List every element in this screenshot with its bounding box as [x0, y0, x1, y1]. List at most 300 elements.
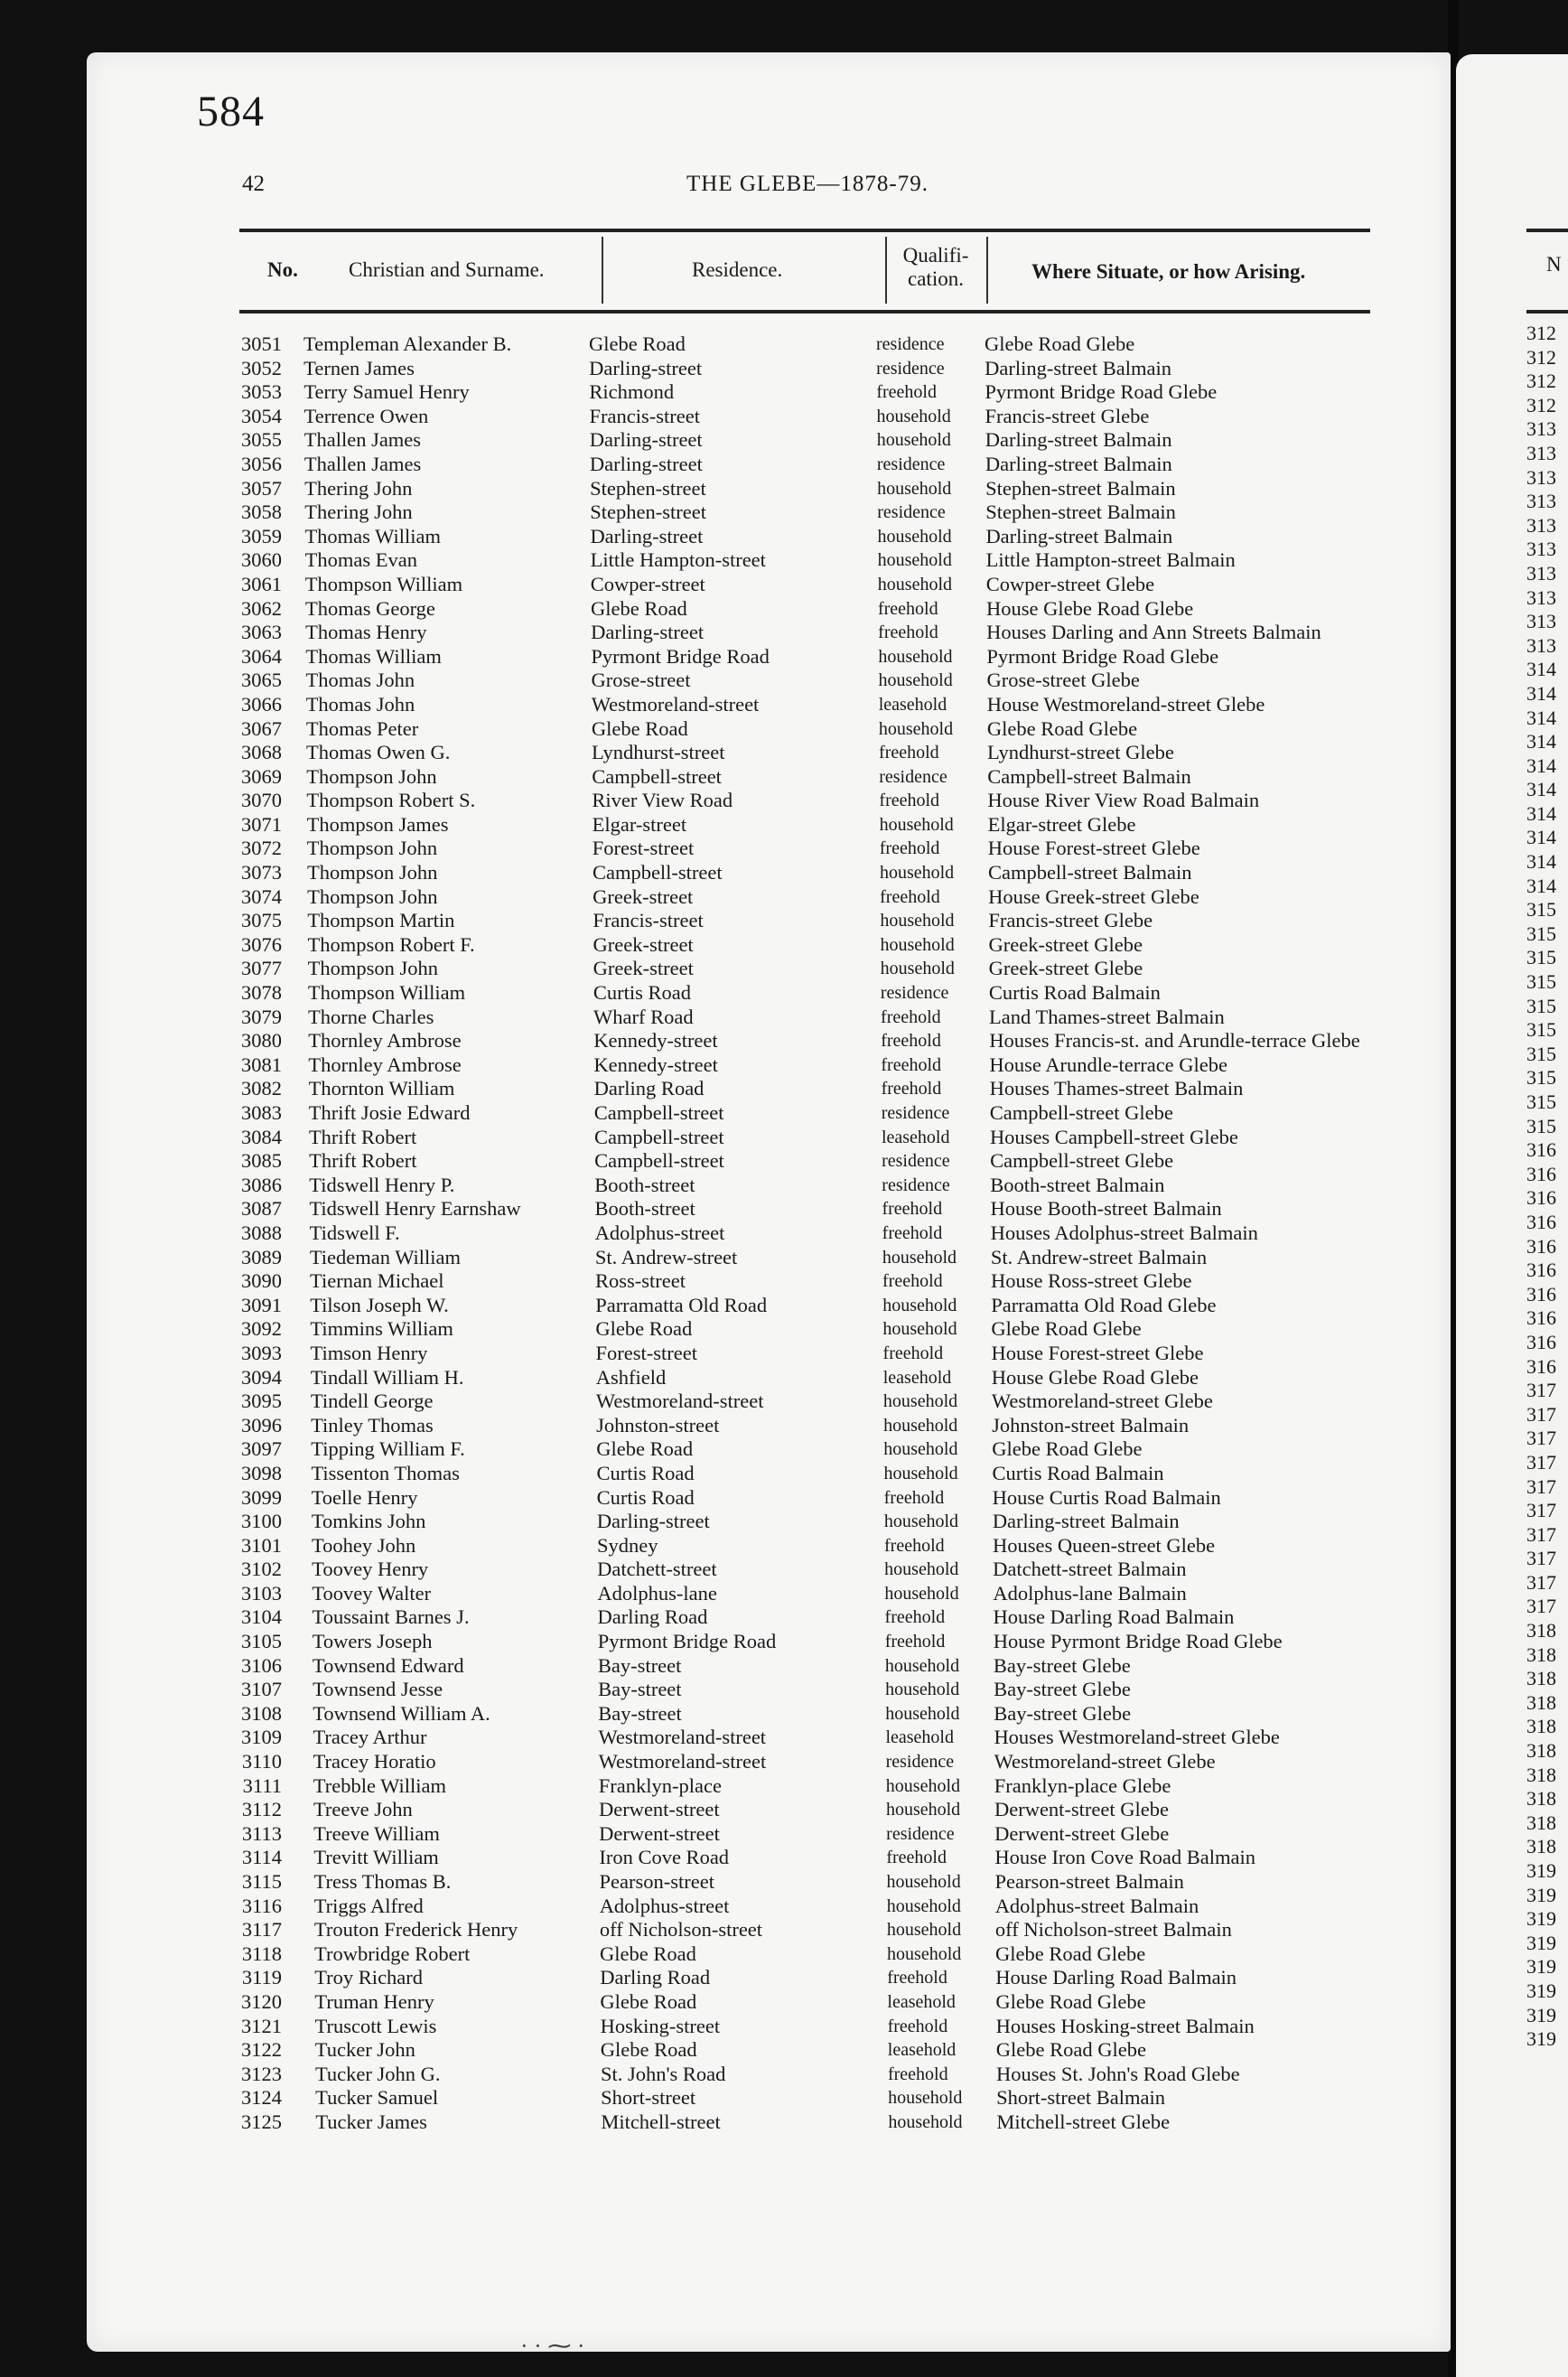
header-name: Christian and Surname. — [349, 258, 545, 281]
table-row — [0, 428, 1454, 453]
entry-qualification: household — [883, 1463, 958, 1483]
entry-number: 3095 — [241, 1390, 282, 1413]
facing-number: 316 — [1526, 1186, 1556, 1210]
entry-name: Tinley Thomas — [311, 1413, 434, 1436]
entry-where: Houses St. John's Road Glebe — [995, 2062, 1240, 2085]
entry-qualification: household — [886, 1895, 961, 1916]
entry-number: 3080 — [241, 1029, 282, 1053]
table-row — [0, 1486, 1454, 1511]
entry-name: Tindall William H. — [310, 1365, 464, 1389]
entry-name: Timson Henry — [310, 1341, 428, 1364]
entry-where: Stephen-street Balmain — [985, 501, 1176, 524]
entry-where: Westmoreland-street Glebe — [991, 1390, 1213, 1413]
entry-name: Tissenton Thomas — [311, 1461, 460, 1484]
entry-where: Elgar-street Glebe — [987, 812, 1136, 836]
entry-residence: Darling-street — [589, 452, 703, 475]
facing-number: 317 — [1526, 1450, 1556, 1474]
facing-number: 316 — [1526, 1354, 1556, 1378]
entry-qualification: household — [885, 1775, 961, 1796]
facing-number: 312 — [1526, 370, 1556, 393]
facing-number: 318 — [1526, 1715, 1556, 1738]
entry-where: Adolphus-street Balmain — [994, 1894, 1199, 1917]
entry-name: Treeve John — [313, 1798, 413, 1821]
entry-name: Thompson John — [306, 764, 437, 788]
facing-number: 314 — [1526, 874, 1556, 897]
entry-where: Lyndhurst-street Glebe — [987, 741, 1174, 764]
facing-number: 319 — [1526, 2027, 1556, 2051]
entry-where: Mitchell-street Glebe — [996, 2110, 1171, 2133]
entry-where: St. Andrew-street Balmain — [990, 1245, 1208, 1268]
entry-residence: Short-street — [601, 2086, 696, 2110]
entry-name: Thompson Martin — [307, 909, 455, 932]
entry-where: Glebe Road Glebe — [995, 1942, 1146, 1965]
entry-number: 3105 — [241, 1630, 282, 1653]
entry-where: Bay-street Glebe — [994, 1678, 1131, 1701]
entry-qualification: household — [884, 1559, 959, 1580]
entry-number: 3071 — [241, 812, 282, 836]
entry-name: Tiedeman William — [309, 1245, 462, 1268]
facing-number: 314 — [1526, 826, 1556, 849]
entry-where: Darling-street Balmain — [992, 1510, 1180, 1533]
facing-number: 315 — [1526, 1114, 1556, 1137]
entry-number: 3110 — [241, 1750, 282, 1773]
entry-qualification: freehold — [887, 1968, 947, 1989]
facing-number: 315 — [1526, 1066, 1556, 1090]
entry-number: 3075 — [241, 909, 282, 932]
entry-number: 3060 — [241, 548, 282, 572]
entry-name: Treeve William — [313, 1821, 440, 1845]
header-qualification — [898, 244, 974, 291]
entry-qualification: freehold — [879, 791, 940, 811]
entry-number: 3125 — [241, 2110, 282, 2133]
entry-qualification: residence — [886, 1823, 955, 1844]
facing-number: 318 — [1526, 1811, 1556, 1834]
entry-qualification: household — [886, 1920, 962, 1941]
entry-number: 3072 — [241, 837, 282, 860]
entry-name: Toovey Henry — [312, 1558, 429, 1581]
table-row — [0, 1294, 1454, 1318]
entry-name: Tucker James — [315, 2110, 427, 2133]
table-row — [0, 1750, 1454, 1774]
facing-number: 316 — [1526, 1162, 1556, 1185]
entry-residence: Iron Cove Road — [599, 1846, 730, 1869]
entry-number: 3092 — [241, 1317, 282, 1341]
facing-number: 313 — [1526, 441, 1556, 464]
entry-residence: Darling-street — [589, 356, 703, 379]
header-qualification-line2: cation. — [908, 267, 964, 290]
entry-name: Thrift Josie Edward — [308, 1101, 471, 1124]
entry-name: Thompson William — [307, 981, 466, 1005]
entry-qualification: household — [878, 718, 954, 739]
entry-number: 3114 — [241, 1846, 282, 1869]
facing-number: 314 — [1526, 730, 1556, 753]
table-row — [0, 573, 1454, 597]
entry-name: Tucker Samuel — [315, 2086, 439, 2110]
column-divider — [885, 237, 887, 304]
entry-qualification: freehold — [881, 1031, 941, 1052]
entry-number: 3084 — [241, 1125, 282, 1148]
entry-residence: Hosking-street — [600, 2014, 721, 2037]
entry-name: Thomas John — [305, 669, 415, 692]
table-row — [0, 1605, 1454, 1630]
entry-where: Francis-street Glebe — [985, 404, 1150, 427]
entry-qualification: household — [877, 478, 952, 499]
entry-qualification: leasehold — [881, 1127, 950, 1147]
entry-qualification: household — [884, 1583, 959, 1604]
entry-residence: Darling-street — [591, 621, 705, 644]
entry-qualification: freehold — [887, 2063, 948, 2084]
table-row — [0, 885, 1454, 910]
entry-name: Townsend Jesse — [313, 1678, 443, 1701]
table-row — [0, 1822, 1454, 1847]
entry-name: Tucker John G. — [314, 2062, 441, 2085]
facing-number: 314 — [1526, 706, 1556, 729]
entry-where: Darling-street Balmain — [985, 452, 1172, 475]
facing-number: 318 — [1526, 1642, 1556, 1666]
entry-name: Thrift Robert — [309, 1149, 417, 1173]
entry-name: Truscott Lewis — [314, 2014, 437, 2037]
entry-number: 3078 — [241, 981, 282, 1005]
header-no: No. — [267, 258, 298, 281]
entry-name: Thompson John — [306, 861, 438, 884]
entry-qualification: freehold — [881, 1054, 942, 1075]
facing-number: 316 — [1526, 1138, 1556, 1162]
page-number: 42 — [242, 172, 265, 196]
entry-name: Thomas John — [305, 692, 415, 716]
entry-where: Grose-street Glebe — [986, 669, 1140, 692]
table-row — [0, 1990, 1454, 2015]
entry-name: Thorne Charles — [308, 1005, 434, 1028]
entry-number: 3077 — [241, 957, 282, 980]
entry-name: Templeman Alexander B. — [303, 332, 512, 355]
entry-qualification: leasehold — [887, 1991, 956, 2012]
entry-qualification: household — [882, 1247, 957, 1268]
facing-number-column — [1526, 322, 1556, 2052]
entry-qualification: household — [878, 670, 953, 691]
entry-residence: Darling-street — [596, 1510, 710, 1533]
entry-where: House Curtis Road Balmain — [992, 1485, 1221, 1509]
table-row — [0, 1895, 1454, 1919]
entry-where: Glebe Road Glebe — [995, 1989, 1146, 2013]
facing-number: 317 — [1526, 1547, 1556, 1570]
entry-residence: Bay-street — [598, 1701, 682, 1725]
entry-residence: Campbell-street — [592, 861, 723, 884]
entry-residence: Francis-street — [593, 909, 704, 932]
entry-name: Thomas Owen G. — [306, 741, 451, 764]
entry-residence: Johnston-street — [596, 1413, 720, 1436]
entry-name: Tress Thomas B. — [313, 1870, 452, 1893]
entry-number: 3065 — [241, 669, 282, 692]
facing-number: 315 — [1526, 1090, 1556, 1113]
facing-number: 318 — [1526, 1667, 1556, 1690]
entry-number: 3070 — [241, 789, 282, 812]
entry-where: Campbell-street Balmain — [987, 764, 1191, 788]
entry-name: Tilson Joseph W. — [310, 1293, 449, 1316]
table-row — [0, 1029, 1454, 1053]
facing-number: 318 — [1526, 1619, 1556, 1642]
entry-name: Thomas Peter — [305, 716, 419, 740]
entry-residence: Francis-street — [589, 404, 700, 427]
entry-qualification: freehold — [884, 1607, 946, 1628]
entry-where: Franklyn-place Glebe — [994, 1773, 1171, 1797]
entry-number: 3067 — [241, 716, 282, 740]
entry-residence: River View Road — [592, 789, 733, 812]
entry-name: Truman Henry — [314, 1989, 434, 2013]
facing-number: 314 — [1526, 801, 1556, 825]
header-qualification-line1: Qualifi- — [902, 244, 969, 267]
table-row — [0, 380, 1454, 405]
table-row — [0, 1342, 1454, 1366]
facing-number: 314 — [1526, 778, 1556, 801]
entry-name: Thomas Henry — [305, 621, 427, 644]
facing-number: 318 — [1526, 1787, 1556, 1811]
entry-residence: Glebe Road — [600, 1989, 697, 2013]
entry-number: 3062 — [241, 596, 282, 620]
entry-where: House Darling Road Balmain — [995, 1966, 1237, 1989]
entry-number: 3115 — [241, 1870, 282, 1893]
entry-residence: Westmoreland-street — [591, 692, 760, 716]
entry-residence: Adolphus-street — [599, 1894, 730, 1917]
entry-qualification: household — [876, 430, 951, 451]
facing-number: 316 — [1526, 1259, 1556, 1282]
entry-name: Towers Joseph — [312, 1630, 433, 1653]
entry-where: Campbell-street Glebe — [990, 1149, 1174, 1173]
facing-number: 315 — [1526, 898, 1556, 922]
entry-qualification: freehold — [876, 382, 937, 403]
entry-name: Thomas Evan — [304, 548, 417, 572]
entry-qualification: household — [877, 574, 953, 594]
entry-qualification: freehold — [878, 622, 938, 643]
entry-residence: Ashfield — [595, 1365, 667, 1389]
entry-where: Houses Campbell-street Glebe — [989, 1125, 1238, 1148]
entry-name: Trebble William — [313, 1773, 447, 1797]
entry-number: 3106 — [241, 1653, 282, 1677]
facing-number: 317 — [1526, 1379, 1556, 1402]
entry-number: 3064 — [241, 644, 282, 668]
facing-number: 319 — [1526, 2003, 1556, 2026]
entry-where: Darling-street Balmain — [985, 428, 1172, 452]
entry-number: 3104 — [241, 1605, 282, 1629]
entry-number: 3051 — [241, 332, 282, 355]
entry-qualification: household — [885, 1703, 960, 1724]
table-row — [0, 548, 1454, 573]
entry-where: Pearson-street Balmain — [994, 1870, 1184, 1893]
entry-residence: Bay-street — [597, 1653, 682, 1677]
entry-qualification: household — [888, 2111, 963, 2132]
entry-name: Tracey Horatio — [313, 1750, 436, 1773]
entry-qualification: household — [882, 1391, 958, 1412]
table-row — [0, 405, 1454, 429]
entry-number: 3097 — [241, 1437, 282, 1461]
entry-where: House Darling Road Balmain — [993, 1605, 1235, 1629]
entry-qualification: leasehold — [882, 1367, 952, 1388]
entry-name: Thering John — [304, 501, 413, 524]
entry-residence: Westmoreland-street — [598, 1750, 767, 1773]
table-row — [0, 861, 1454, 885]
facing-number: 317 — [1526, 1522, 1556, 1546]
entry-residence: Forest-street — [595, 1341, 698, 1364]
entry-qualification: freehold — [886, 1848, 947, 1868]
entry-name: Thompson William — [304, 572, 463, 595]
table-row — [0, 1846, 1454, 1870]
entry-name: Townsend Edward — [312, 1653, 464, 1677]
entry-qualification: residence — [879, 766, 947, 787]
facing-number: 317 — [1526, 1595, 1556, 1618]
table-row — [0, 597, 1454, 622]
entry-number: 3108 — [241, 1701, 282, 1725]
facing-number: 314 — [1526, 681, 1556, 705]
entry-residence: Elgar-street — [592, 812, 687, 836]
header-rule-bottom — [239, 310, 1370, 314]
table-row — [0, 1966, 1454, 1990]
entry-number: 3079 — [241, 1005, 282, 1028]
entry-qualification: household — [883, 1439, 958, 1460]
entry-residence: Curtis Road — [593, 981, 691, 1005]
column-divider — [602, 237, 603, 304]
entry-qualification: freehold — [883, 1487, 945, 1508]
entry-number: 3063 — [241, 621, 282, 644]
entry-residence: Adolphus-lane — [597, 1581, 717, 1605]
entry-residence: Parramatta Old Road — [595, 1293, 768, 1316]
facing-number: 319 — [1526, 1883, 1556, 1906]
entry-name: Tindell George — [310, 1390, 434, 1413]
table-row — [0, 1053, 1454, 1078]
entry-where: Pyrmont Bridge Road Glebe — [985, 380, 1218, 404]
entry-where: House Ross-street Glebe — [991, 1269, 1192, 1293]
facing-number: 318 — [1526, 1690, 1556, 1714]
table-row — [0, 1149, 1454, 1174]
facing-number: 317 — [1526, 1474, 1556, 1498]
entry-name: Thomas William — [304, 524, 441, 547]
entry-name: Trouton Frederick Henry — [313, 1918, 518, 1942]
entry-residence: Pyrmont Bridge Road — [597, 1630, 777, 1653]
entry-residence: Curtis Road — [596, 1485, 695, 1509]
header-rule-top — [239, 229, 1370, 232]
header-where: Where Situate, or how Arising. — [1031, 260, 1306, 283]
facing-number: 316 — [1526, 1330, 1556, 1353]
entry-name: Trevitt William — [313, 1846, 439, 1869]
table-row — [0, 501, 1454, 525]
entry-where: Houses Queen-street Glebe — [993, 1533, 1216, 1557]
table-row — [0, 477, 1454, 501]
facing-number: 319 — [1526, 1955, 1556, 1979]
entry-residence: Stephen-street — [590, 476, 706, 500]
table-row — [0, 1630, 1454, 1654]
entry-number: 3061 — [241, 572, 282, 595]
entry-name: Trowbridge Robert — [314, 1942, 471, 1965]
entry-where: Glebe Road Glebe — [986, 716, 1138, 740]
table-row — [0, 2015, 1454, 2039]
entry-residence: Booth-street — [594, 1173, 695, 1196]
entry-name: Triggs Alfred — [313, 1894, 424, 1917]
facing-number: 313 — [1526, 538, 1556, 561]
facing-number: 314 — [1526, 753, 1556, 777]
entry-where: Westmoreland-street Glebe — [994, 1750, 1216, 1773]
table-row — [0, 909, 1454, 933]
entry-qualification: residence — [881, 1103, 950, 1123]
table-row — [0, 1534, 1454, 1558]
entry-residence: Greek-street — [593, 884, 694, 908]
entry-residence: off Nicholson-street — [599, 1918, 763, 1942]
entry-where: Curtis Road Balmain — [992, 1461, 1164, 1484]
entry-residence: Datchett-street — [597, 1558, 717, 1581]
entry-number: 3096 — [241, 1413, 282, 1436]
entry-number: 3082 — [241, 1077, 282, 1100]
table-row — [0, 813, 1454, 838]
entry-residence: Darling Road — [597, 1605, 708, 1629]
entry-qualification: freehold — [881, 1006, 941, 1027]
entry-name: Thornley Ambrose — [308, 1029, 462, 1053]
entry-qualification: freehold — [884, 1535, 945, 1556]
entry-residence: Glebe Road — [595, 1317, 693, 1341]
entry-name: Terry Samuel Henry — [303, 380, 470, 404]
facing-number: 312 — [1526, 322, 1556, 344]
entry-qualification: household — [886, 1872, 961, 1892]
table-row — [0, 453, 1454, 477]
entry-where: House Glebe Road Glebe — [985, 596, 1194, 620]
entry-number: 3090 — [241, 1269, 282, 1293]
entry-name: Tomkins John — [311, 1510, 426, 1533]
entry-name: Thompson Robert F. — [307, 932, 475, 956]
entry-qualification: leasehold — [878, 694, 947, 715]
table-row — [0, 1774, 1454, 1799]
entry-residence: Derwent-street — [599, 1821, 720, 1845]
entry-residence: Franklyn-place — [598, 1773, 722, 1797]
table-row — [0, 1126, 1454, 1150]
table-row — [0, 1798, 1454, 1822]
entry-where: Greek-street Glebe — [988, 957, 1143, 980]
table-row — [0, 741, 1454, 765]
table-row — [0, 1366, 1454, 1390]
entry-residence: Greek-street — [593, 957, 694, 980]
entry-qualification: household — [885, 1800, 961, 1820]
entry-residence: Glebe Road — [600, 2038, 697, 2062]
entry-where: Houses Adolphus-street Balmain — [990, 1221, 1258, 1244]
table-row — [0, 1654, 1454, 1679]
entry-name: Tiernan Michael — [310, 1269, 444, 1293]
entry-residence: Kennedy-street — [593, 1029, 718, 1053]
facing-number: 313 — [1526, 490, 1556, 513]
entry-where: Campbell-street Balmain — [987, 861, 1192, 884]
entry-name: Tidswell Henry P. — [309, 1173, 455, 1196]
entry-number: 3089 — [241, 1245, 282, 1268]
entry-residence: Mitchell-street — [601, 2110, 721, 2133]
entry-number: 3121 — [241, 2014, 282, 2037]
entry-number: 3068 — [241, 741, 282, 764]
entry-name: Toussaint Barnes J. — [312, 1605, 470, 1629]
entry-where: Campbell-street Glebe — [989, 1101, 1173, 1124]
column-divider — [986, 237, 988, 304]
entry-number: 3055 — [241, 428, 282, 452]
entry-name: Thompson John — [307, 957, 439, 980]
entry-name: Thomas William — [305, 644, 442, 668]
entry-where: Houses Darling and Ann Streets Balmain — [986, 621, 1321, 644]
entry-residence: Forest-street — [592, 837, 695, 860]
entry-number: 3081 — [241, 1053, 282, 1076]
facing-number: 315 — [1526, 922, 1556, 945]
entry-residence: Greek-street — [593, 932, 694, 956]
page-smudge: · · ⁓ · — [520, 2333, 585, 2359]
table-row — [0, 1390, 1454, 1414]
entry-where: Francis-street Glebe — [988, 909, 1153, 932]
entry-qualification: household — [877, 526, 952, 547]
entry-qualification: household — [883, 1415, 958, 1436]
entry-qualification: household — [885, 1680, 960, 1700]
entry-qualification: freehold — [882, 1222, 943, 1243]
table-row — [0, 1174, 1454, 1198]
facing-number: 315 — [1526, 1042, 1556, 1065]
entry-residence: Grose-street — [591, 669, 691, 692]
